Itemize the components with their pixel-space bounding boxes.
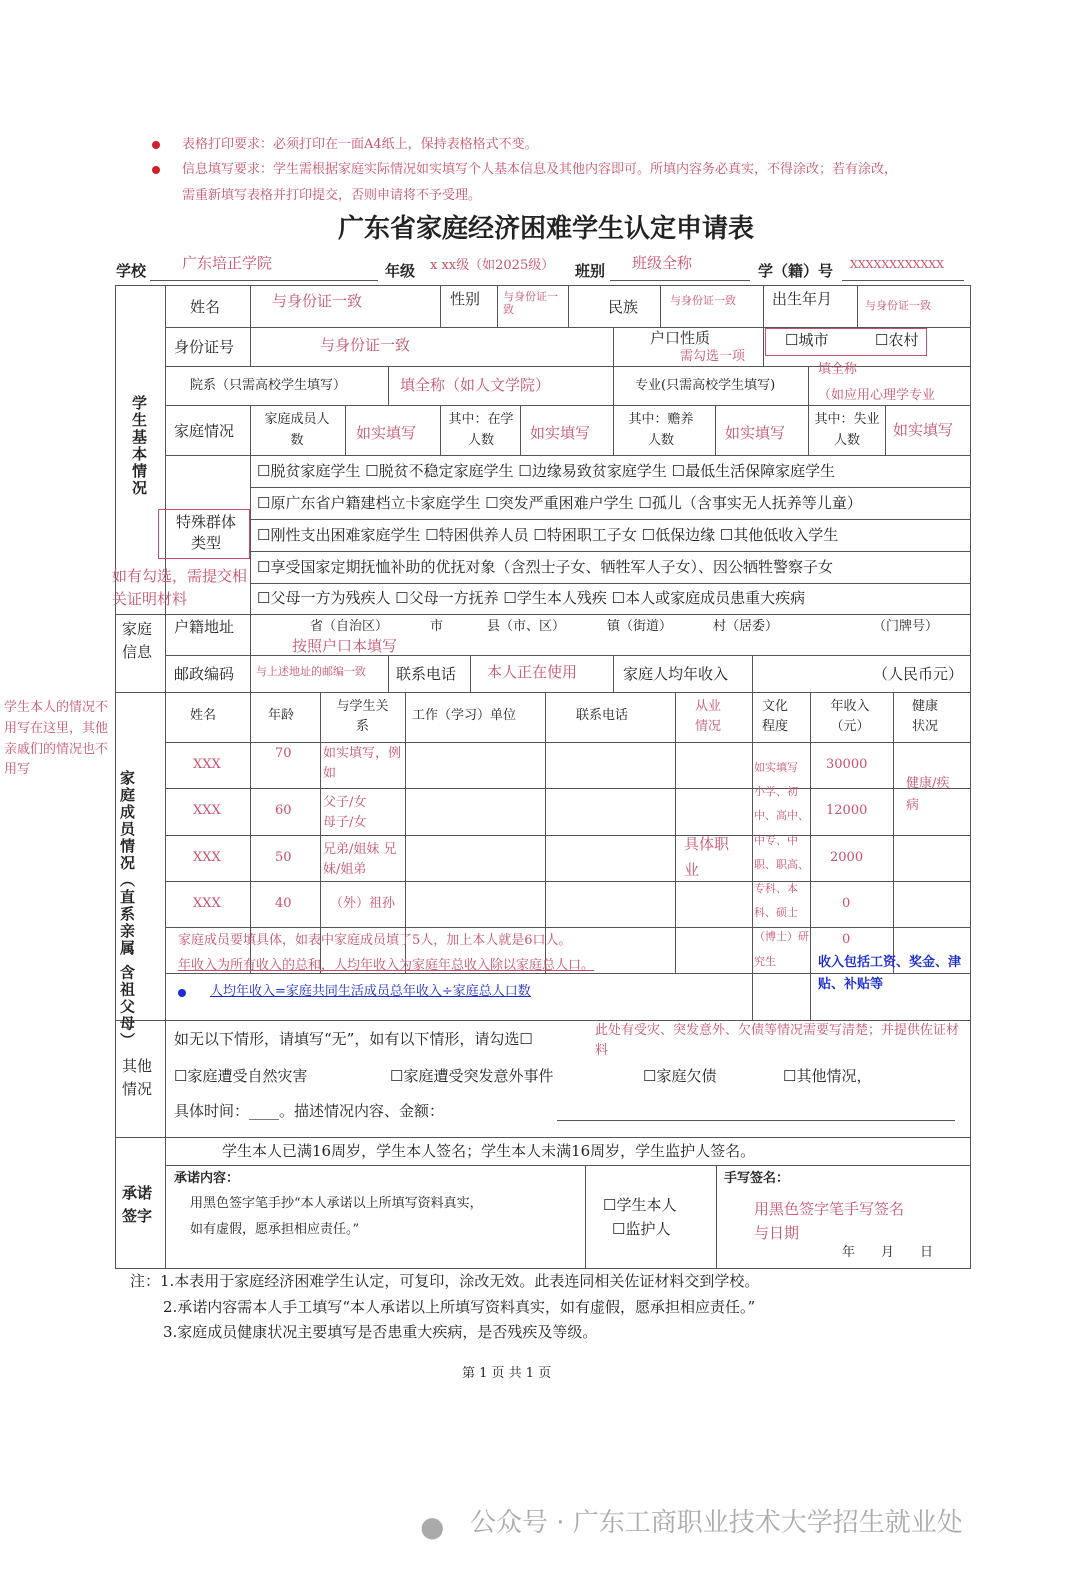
- footnote: 3.家庭成员健康状况主要填写是否患重大疾病，是否残疾及等级。: [163, 1323, 598, 1341]
- special-options[interactable]: ☐原广东省户籍建档立卡家庭学生 ☐突发严重困难户学生 ☐孤儿（含事实无人抚养等儿童）: [257, 494, 862, 512]
- address-part: （门牌号）: [873, 619, 939, 634]
- members-value: 如实填写: [356, 424, 417, 442]
- ethnic-value: 与身份证一致: [670, 294, 736, 307]
- member-age: 60: [275, 803, 292, 818]
- grade-value: x xx级（如2025级）: [430, 258, 555, 273]
- special-options[interactable]: ☐享受国家定期抚恤补助的优抚对象（含烈士子女、牺牲军人子女）、因公牺牲警察子女: [257, 558, 833, 576]
- class-value: 班级全称: [632, 254, 693, 272]
- section-family-info: 家庭信息: [122, 620, 153, 661]
- option-other[interactable]: ☐其他情况，: [783, 1067, 872, 1085]
- ethnic-label: 民族: [608, 298, 639, 316]
- gender-value: 与身份证一致: [503, 290, 558, 317]
- gender-label: 性别: [450, 290, 481, 308]
- income-note: 年收入为所有收入的总和，人均年收入为家庭年总收入除以家庭总人口。: [178, 958, 595, 973]
- members-label: 家庭成员人数: [264, 412, 330, 448]
- member-income: 30000: [826, 757, 868, 772]
- hand-sign-note: 用黑色签字笔手写签名: [754, 1200, 905, 1218]
- special-label: 特殊群体类型: [175, 513, 236, 552]
- bullet-icon: [152, 141, 160, 149]
- form-title: 广东省家庭经济困难学生认定申请表: [338, 214, 755, 244]
- avg-income-unit: （人民币元）: [873, 665, 964, 683]
- header-age: 年龄: [268, 708, 295, 723]
- other-intro: 如无以下情形，请填写“无”，如有以下情形，请勾选☐: [174, 1030, 533, 1048]
- header-work: 工作（学习）单位: [412, 708, 517, 723]
- header-name: 姓名: [190, 708, 217, 723]
- member-age: 40: [275, 896, 292, 911]
- option-accident[interactable]: ☐家庭遭受突发意外事件: [390, 1067, 554, 1085]
- major-value: 填全称: [818, 362, 858, 377]
- health-note: 健康/疾病: [906, 776, 950, 814]
- header-job: 从业情况: [695, 699, 722, 734]
- notice: 需重新填写表格并打印提交，否则申请将不予受理。: [182, 188, 482, 203]
- family-label: 家庭情况: [174, 422, 235, 440]
- birth-value: 与身份证一致: [865, 299, 931, 312]
- date-field[interactable]: 年 月 日: [842, 1245, 934, 1260]
- idno-value: 与身份证一致: [320, 336, 411, 354]
- header-income: 年收入（元）: [830, 699, 870, 734]
- support-label: 其中：赡养人数: [628, 412, 694, 448]
- member-income: 0: [842, 932, 851, 947]
- address-part: 市: [430, 619, 444, 634]
- members-note: 学生本人的情况不用写在这里，其他亲戚们的情况也不用写: [4, 700, 109, 778]
- job-note: 具体职业: [684, 835, 730, 879]
- name-value: 与身份证一致: [272, 292, 363, 310]
- avg-income-label: 家庭人均年收入: [623, 665, 729, 683]
- school-value: 广东培正学院: [182, 254, 273, 272]
- guardian-checkbox[interactable]: ☐监护人: [612, 1220, 671, 1238]
- address-part: 镇（街道）: [607, 619, 673, 634]
- member-name: XXX: [193, 896, 221, 911]
- hand-sign-note: 与日期: [754, 1224, 800, 1242]
- option-disaster[interactable]: ☐家庭遭受自然灾害: [174, 1067, 308, 1085]
- birth-label: 出生年月: [772, 290, 833, 308]
- special-options[interactable]: ☐父母一方为残疾人 ☐父母一方抚养 ☐学生本人残疾 ☐本人或家庭成员患重大疾病: [257, 589, 806, 607]
- bullet-icon: [152, 166, 160, 174]
- income-scope-note: 收入包括工资、奖金、津贴、补贴等: [818, 955, 962, 993]
- students-label: 其中：在学人数: [448, 412, 514, 448]
- content-line: 如有虚假，愿承担相应责任。”: [190, 1222, 360, 1237]
- address-part: 村（居委）: [713, 619, 779, 634]
- content-label: 承诺内容：: [174, 1171, 240, 1186]
- header-edu: 文化程度: [762, 699, 789, 734]
- header-relation: 与学生关系: [336, 699, 389, 734]
- member-income: 0: [842, 896, 851, 911]
- member-name: XXX: [193, 803, 221, 818]
- id-value: XXXXXXXXXXXX: [850, 258, 944, 271]
- other-note: 此处有受灾、突发意外、欠债等情况需要写清楚；并提供佐证材料: [595, 1023, 960, 1058]
- grade-label: 年级: [385, 262, 416, 280]
- sign-instruction: 学生本人已满16周岁，学生本人签名；学生本人未满16周岁，学生监护人签名。: [222, 1142, 756, 1160]
- major-value: （如应用心理学专业: [818, 388, 936, 403]
- member-name: XXX: [193, 850, 221, 865]
- idno-label: 身份证号: [174, 338, 235, 356]
- time-description-line: 具体时间：____。描述情况内容、金额：: [174, 1102, 445, 1120]
- dept-value: 填全称（如人文学院）: [400, 376, 551, 394]
- special-note: 如有勾选，需提交相关证明材料: [112, 567, 248, 608]
- special-options[interactable]: ☐刚性支出困难家庭学生 ☐特困供养人员 ☐特困职工子女 ☐低保边缘 ☐其他低收入学生: [257, 526, 839, 544]
- section-other: 其他情况: [122, 1057, 153, 1098]
- member-income: 2000: [830, 850, 864, 865]
- header-health: 健康状况: [912, 699, 939, 734]
- students-value: 如实填写: [530, 424, 591, 442]
- phone-label: 联系电话: [396, 665, 457, 683]
- name-label: 姓名: [190, 298, 221, 316]
- postcode-value: 与上述地址的邮编一致: [256, 665, 366, 678]
- hukou-label: 户口性质: [650, 329, 711, 347]
- watermark: 公众号 · 广东工商职业技术大学招生就业处: [470, 1508, 963, 1538]
- member-relation: 兄弟/姐妹 兄妹/姐弟: [323, 842, 397, 877]
- wechat-icon: ●: [420, 1510, 445, 1543]
- member-name: XXX: [193, 757, 221, 772]
- section-basic: 学生基本情况: [130, 395, 148, 497]
- special-options[interactable]: ☐脱贫家庭学生 ☐脱贫不稳定家庭学生 ☐边缘易致贫家庭学生 ☐最低生活保障家庭学生: [257, 462, 836, 480]
- member-age: 50: [275, 850, 292, 865]
- footnote: 注：1.本表用于家庭经济困难学生认定，可复印，涂改无效。此表连同相关佐证材料交到学校。: [130, 1272, 760, 1290]
- section-members: 家庭成员情况（直系亲属 含祖父母）: [118, 770, 136, 1050]
- option-debt[interactable]: ☐家庭欠债: [643, 1067, 717, 1085]
- unemployed-value: 如实填写: [893, 421, 954, 439]
- postcode-label: 邮政编码: [174, 665, 235, 683]
- footnote: 2.承诺内容需本人手工填写“本人承诺以上所填写资料真实，如有虚假，愿承担相应责任。”: [163, 1298, 756, 1316]
- member-relation: 如实填写，例如: [323, 746, 402, 781]
- section-sign: 承诺签字: [122, 1184, 153, 1225]
- id-label: 学（籍）号: [758, 262, 834, 280]
- address-part: 县（市、区）: [487, 619, 566, 634]
- member-relation: （外）祖孙: [330, 896, 396, 911]
- notice: 信息填写要求：学生需根据家庭实际情况如实填写个人基本信息及其他内容即可。所填内容务必真实，不得涂改；若有涂改，: [182, 162, 898, 177]
- address-part: 省（自治区）: [310, 619, 389, 634]
- bullet-icon: [178, 989, 186, 997]
- member-income: 12000: [826, 803, 868, 818]
- member-age: 70: [275, 746, 292, 761]
- address-label: 户籍地址: [174, 618, 235, 636]
- rural-checkbox[interactable]: ☐农村: [875, 331, 919, 349]
- edu-note: 如实填写 小学、初中、高中、中专、中职、职高、专科、本科、硕士（博士）研究生: [754, 761, 809, 968]
- phone-value: 本人正在使用: [487, 663, 578, 681]
- student-checkbox[interactable]: ☐学生本人: [603, 1196, 677, 1214]
- school-label: 学校: [116, 262, 147, 280]
- members-count-note: 家庭成员要填具体，如表中家庭成员填了5人，加上本人就是6口人。: [178, 933, 572, 948]
- notice: 表格打印要求：必须打印在一面A4纸上，保持表格格式不变。: [182, 137, 538, 152]
- address-note: 按照户口本填写: [292, 637, 398, 655]
- formula-note: 人均年收入=家庭共同生活成员总年收入÷家庭总人口数: [210, 984, 531, 999]
- header-phone: 联系电话: [576, 708, 629, 723]
- page-number: 第 1 页 共 1 页: [462, 1366, 552, 1381]
- unemployed-label: 其中：失业人数: [814, 412, 880, 448]
- major-label: 专业(只需高校学生填写): [635, 378, 776, 393]
- dept-label: 院系（只需高校学生填写）: [190, 378, 347, 393]
- class-label: 班别: [575, 262, 606, 280]
- content-line: 用黑色签字笔手抄“本人承诺以上所填写资料真实，: [190, 1196, 483, 1211]
- member-relation: 父子/女 母子/女: [323, 795, 367, 830]
- support-value: 如实填写: [725, 424, 786, 442]
- hukou-note: 需勾选一项: [680, 349, 746, 364]
- city-checkbox[interactable]: ☐城市: [785, 331, 829, 349]
- hand-sign-label: 手写签名：: [724, 1171, 790, 1186]
